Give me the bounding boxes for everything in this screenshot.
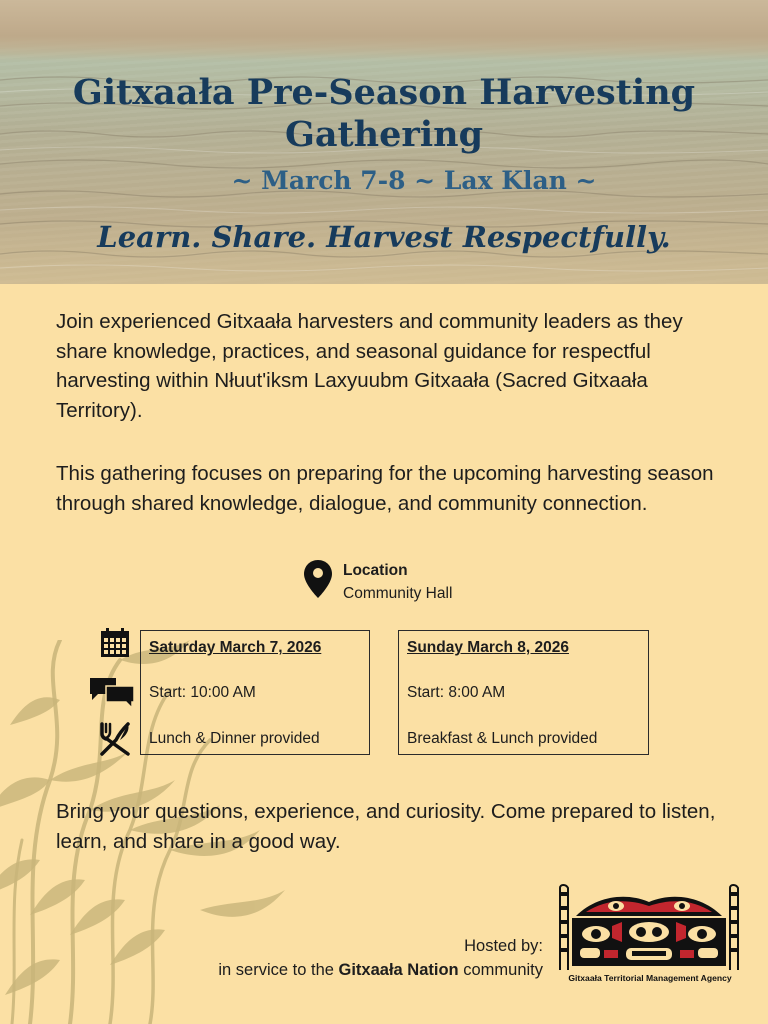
agency-logo xyxy=(556,882,742,970)
shoreline-rocks xyxy=(0,0,768,60)
map-pin-icon xyxy=(304,560,332,598)
hosted-by-label: Hosted by: xyxy=(464,937,543,955)
closing-paragraph: Bring your questions, experience, and curiosity. Come prepared to listen, learn, and share in a good way. xyxy=(56,800,716,853)
day-meals: Breakfast & Lunch provided xyxy=(407,730,598,747)
calendar-icon xyxy=(100,628,130,658)
day-start-time: Start: 10:00 AM xyxy=(149,684,256,701)
agency-logo-text: Gitxaała Territorial Management Agency xyxy=(568,973,732,983)
fork-knife-icon xyxy=(98,722,132,756)
focus-paragraph: This gathering focuses on preparing for the upcoming harvesting season through shared knowledge, dialogue, and community connection. xyxy=(56,462,714,515)
day-title: Saturday March 7, 2026 xyxy=(149,639,322,656)
tagline: Learn. Share. Harvest Respectfully. xyxy=(97,220,671,254)
schedule-saturday xyxy=(140,630,370,755)
page-title-line2: Gathering xyxy=(284,114,484,155)
day-start-time: Start: 8:00 AM xyxy=(407,684,506,701)
day-meals: Lunch & Dinner provided xyxy=(149,730,320,747)
event-dates-location: ~ March 7-8 ~ Lax Klan ~ xyxy=(231,166,597,195)
location-label: Location xyxy=(343,562,408,579)
service-line xyxy=(150,961,543,980)
intro-paragraph: Join experienced Gitxaała harvesters and community leaders as they share knowledge, practices, and seasonal guidance for respectful harvesting within Nłuut'iksm Laxyuubm Gitxaała (Sacred Gitxaała Territory). xyxy=(56,310,683,422)
chat-bubbles-icon xyxy=(88,676,136,710)
nation-name: Gitxaała Nation xyxy=(338,961,459,979)
hero-banner xyxy=(0,0,768,284)
location-value: Community Hall xyxy=(343,585,453,602)
service-suffix: community xyxy=(458,961,543,979)
day-title: Sunday March 8, 2026 xyxy=(407,639,569,656)
schedule-sunday xyxy=(398,630,649,755)
page-title-line1: Gitxaała Pre-Season Harvesting xyxy=(72,72,696,113)
service-prefix: in service to the xyxy=(218,961,339,979)
